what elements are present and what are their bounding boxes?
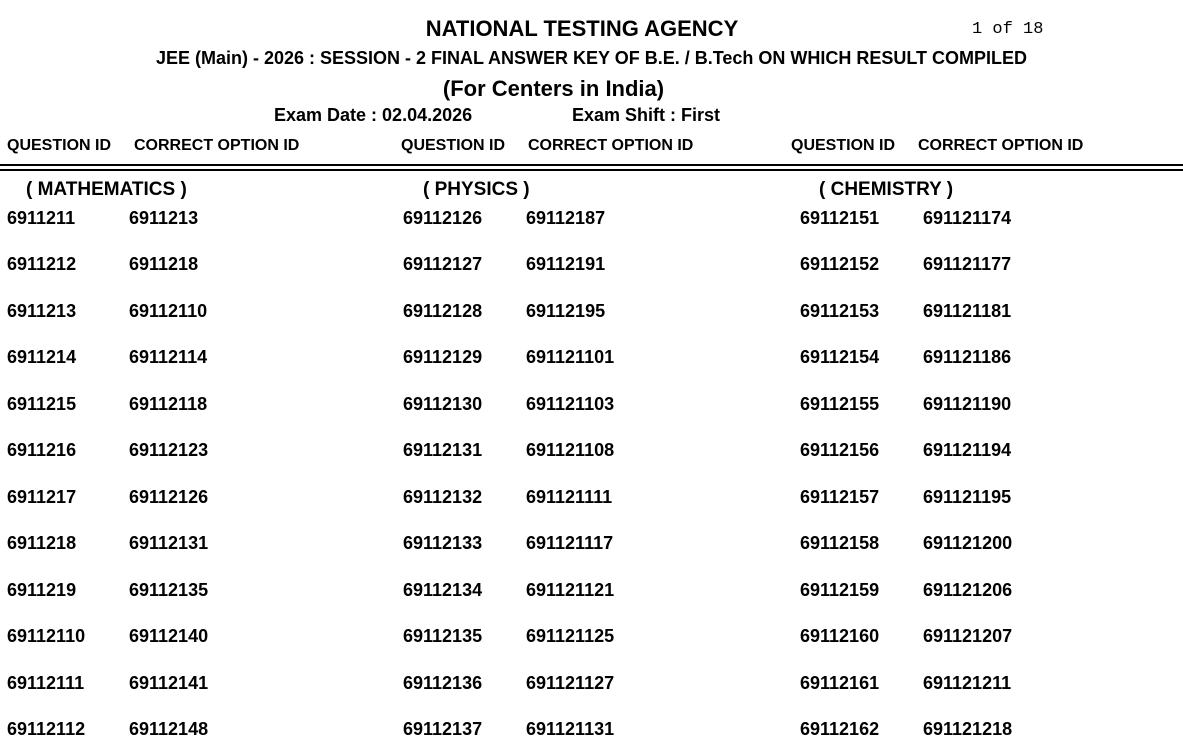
question-id-cell: 6911215 — [7, 394, 77, 414]
question-id-cell: 69112132 — [403, 487, 483, 507]
correct-option-id-cell: 69112114 — [129, 347, 208, 367]
exam-shift: Exam Shift : First — [572, 105, 721, 125]
question-id-cell: 6911212 — [7, 254, 77, 274]
correct-option-id-cell: 691121103 — [526, 394, 615, 414]
question-id-cell: 69112161 — [800, 673, 880, 693]
question-id-cell: 69112158 — [800, 533, 880, 553]
question-id-cell: 6911219 — [7, 580, 77, 600]
question-id-cell: 69112159 — [800, 580, 880, 600]
section-title-chemistry: ( CHEMISTRY ) — [819, 179, 954, 200]
exam-date: Exam Date : 02.04.2026 — [274, 105, 473, 125]
correct-option-id-cell: 691121177 — [923, 254, 1012, 274]
column-header-question-id: QUESTION ID — [7, 137, 112, 154]
question-id-cell: 69112130 — [403, 394, 483, 414]
page-title: NATIONAL TESTING AGENCY — [425, 16, 739, 41]
question-id-cell: 69112129 — [403, 347, 483, 367]
correct-option-id-cell: 691121181 — [923, 301, 1012, 321]
question-id-cell: 69112152 — [800, 254, 880, 274]
centers-label: (For Centers in India) — [442, 76, 665, 101]
question-id-cell: 69112127 — [403, 254, 483, 274]
column-header-question-id: QUESTION ID — [791, 137, 896, 154]
correct-option-id-cell: 691121111 — [526, 487, 613, 507]
header-divider-line — [0, 169, 1183, 171]
question-id-cell: 69112131 — [403, 440, 483, 460]
question-id-cell: 6911218 — [7, 533, 77, 553]
question-id-cell: 6911216 — [7, 440, 77, 460]
question-id-cell: 6911213 — [7, 301, 77, 321]
question-id-cell: 6911217 — [7, 487, 77, 507]
correct-option-id-cell: 691121127 — [526, 673, 615, 693]
correct-option-id-cell: 691121190 — [923, 394, 1012, 414]
question-id-cell: 69112134 — [403, 580, 483, 600]
correct-option-id-cell: 691121200 — [923, 533, 1013, 553]
correct-option-id-cell: 69112141 — [129, 673, 209, 693]
question-id-cell: 69112135 — [403, 626, 483, 646]
question-id-cell: 69112153 — [800, 301, 880, 321]
correct-option-id-cell: 69112135 — [129, 580, 209, 600]
correct-option-id-cell: 69112195 — [526, 301, 606, 321]
question-id-cell: 6911211 — [7, 208, 76, 228]
correct-option-id-cell: 691121206 — [923, 580, 1013, 600]
correct-option-id-cell: 69112191 — [526, 254, 606, 274]
correct-option-id-cell: 691121186 — [923, 347, 1012, 367]
correct-option-id-cell: 6911213 — [129, 208, 199, 228]
column-header-correct-option-id: CORRECT OPTION ID — [528, 137, 694, 154]
question-id-cell: 69112156 — [800, 440, 880, 460]
question-id-cell: 69112112 — [7, 719, 86, 739]
question-id-cell: 69112137 — [403, 719, 483, 739]
correct-option-id-cell: 69112148 — [129, 719, 209, 739]
section-title-mathematics: ( MATHEMATICS ) — [26, 179, 187, 200]
correct-option-id-cell: 69112126 — [129, 487, 209, 507]
question-id-cell: 69112154 — [800, 347, 880, 367]
section-title-physics: ( PHYSICS ) — [423, 179, 530, 200]
correct-option-id-cell: 691121211 — [923, 673, 1012, 693]
page-indicator: 1 of 18 — [972, 20, 1044, 39]
question-id-cell: 69112136 — [403, 673, 483, 693]
question-id-cell: 69112160 — [800, 626, 880, 646]
correct-option-id-cell: 69112131 — [129, 533, 209, 553]
correct-option-id-cell: 69112123 — [129, 440, 209, 460]
question-id-cell: 69112128 — [403, 301, 483, 321]
question-id-cell: 6911214 — [7, 347, 77, 367]
correct-option-id-cell: 69112118 — [129, 394, 208, 414]
correct-option-id-cell: 691121174 — [923, 208, 1012, 228]
correct-option-id-cell: 691121207 — [923, 626, 1013, 646]
correct-option-id-cell: 691121117 — [526, 533, 614, 553]
correct-option-id-cell: 691121194 — [923, 440, 1012, 460]
correct-option-id-cell: 69112110 — [129, 301, 208, 321]
question-id-cell: 69112162 — [800, 719, 880, 739]
column-header-correct-option-id: CORRECT OPTION ID — [134, 137, 300, 154]
correct-option-id-cell: 691121108 — [526, 440, 615, 460]
document-subtitle: JEE (Main) - 2026 : SESSION - 2 FINAL ANSWER KEY OF B.E. / B.Tech ON WHICH RESULT COMPILED — [155, 48, 1028, 68]
correct-option-id-cell: 69112187 — [526, 208, 606, 228]
header-divider-line — [0, 164, 1183, 166]
question-id-cell: 69112110 — [7, 626, 86, 646]
correct-option-id-cell: 691121131 — [526, 719, 615, 739]
column-header-correct-option-id: CORRECT OPTION ID — [918, 137, 1084, 154]
correct-option-id-cell: 691121218 — [923, 719, 1013, 739]
question-id-cell: 69112133 — [403, 533, 483, 553]
correct-option-id-cell: 6911218 — [129, 254, 199, 274]
column-header-question-id: QUESTION ID — [401, 137, 506, 154]
question-id-cell: 69112126 — [403, 208, 483, 228]
correct-option-id-cell: 691121125 — [526, 626, 615, 646]
correct-option-id-cell: 691121101 — [526, 347, 615, 367]
question-id-cell: 69112151 — [800, 208, 880, 228]
question-id-cell: 69112111 — [7, 673, 85, 693]
question-id-cell: 69112155 — [800, 394, 880, 414]
correct-option-id-cell: 691121195 — [923, 487, 1012, 507]
correct-option-id-cell: 691121121 — [526, 580, 615, 600]
correct-option-id-cell: 69112140 — [129, 626, 209, 646]
question-id-cell: 69112157 — [800, 487, 880, 507]
